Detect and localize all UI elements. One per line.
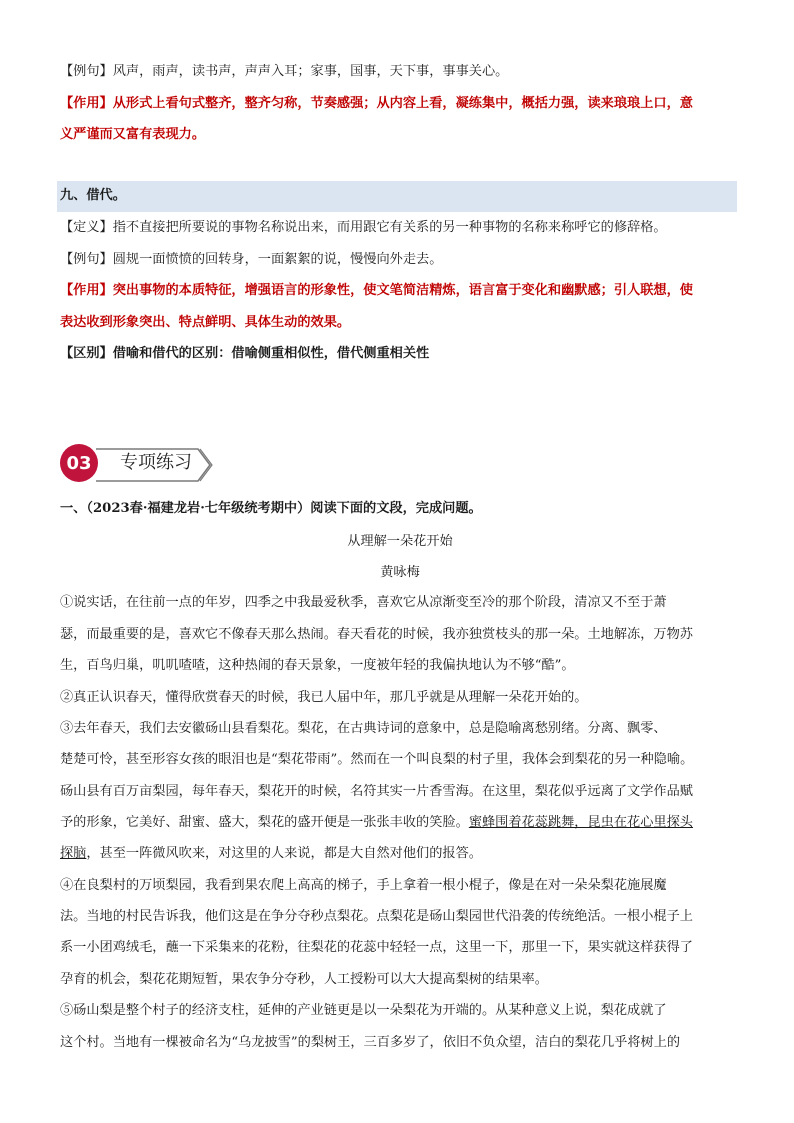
- paragraph-text: ，甚至一阵微风吹来，对这里的人来说，都是大自然对他们的报答。: [86, 846, 482, 861]
- effect-line: 义严谨而又富有表现力。: [60, 127, 206, 142]
- paragraph-line: ⑤砀山梨是整个村子的经济支柱，延伸的产业链更是以一朵梨花为开端的。从某种意义上说，梨花成就了: [60, 1003, 667, 1018]
- section-heading: 九、借代。: [60, 188, 126, 203]
- section-title: 专项练习: [120, 452, 192, 473]
- paragraph-line: 系一小团鸡绒毛，蘸一下采集来的花粉，往梨花的花蕊中轻轻一点，这里一下，那里一下，果实就这样获得了: [60, 940, 693, 955]
- article-author: 黄咏梅: [380, 565, 420, 580]
- question-intro: 一、（2023春·福建龙岩·七年级统考期中）阅读下面的文段，完成问题。: [60, 501, 482, 516]
- paragraph-line: ③去年春天，我们去安徽砀山县看梨花。梨花，在古典诗词的意象中，总是隐喻离愁别绪。分离、飘零、: [60, 721, 667, 736]
- paragraph-line: 砀山县有百万亩梨园，每年春天，梨花开的时候，名符其实一片香雪海。在这里，梨花似乎远离了文学作品赋: [60, 784, 693, 799]
- underlined-sentence: 探脑: [60, 846, 87, 861]
- paragraph-line: 孕育的机会，梨花花期短暂，果农争分夺秒，人工授粉可以大大提高梨树的结果率。: [60, 972, 548, 987]
- paragraph-text: 予的形象，它美好、甜蜜、盛大，梨花的盛开便是一张张丰收的笑脸。: [60, 815, 469, 830]
- article-title: 从理解一朵花开始: [347, 534, 453, 549]
- section-number: 03: [60, 444, 98, 482]
- paragraph-line: 法。当地的村民告诉我，他们这是在争分夺秒点梨花。点梨花是砀山梨园世代沿袭的传统绝活。一根小棍子上: [60, 909, 693, 924]
- effect-line: 【作用】突出事物的本质特征，增强语言的形象性，使文笔简洁精炼，语言富于变化和幽默感；引人联想，使: [60, 283, 693, 298]
- paragraph-line: [60, 844, 740, 864]
- paragraph-line: ②真正认识春天，懂得欣赏春天的时候，我已人届中年，那几乎就是从理解一朵花开始的。: [60, 690, 588, 705]
- paragraph-line: [60, 813, 740, 833]
- paragraph-line: ④在良梨村的万顷梨园，我看到果农爬上高高的梯子，手上拿着一根小棍子，像是在对一朵朵梨花施展魔: [60, 878, 667, 893]
- underlined-sentence: 蜜蜂围着花蕊跳舞，昆虫在花心里探头: [468, 815, 693, 830]
- effect-line: 表达收到形象突出、特点鲜明、具体生动的效果。: [60, 315, 351, 330]
- paragraph-line: 瑟，而最重要的是，喜欢它不像春天那么热闹。春天看花的时候，我亦独赏枝头的那一朵。土地解冻，万物苏: [60, 627, 693, 642]
- difference-line: 【区别】借喻和借代的区别：借喻侧重相似性，借代侧重相关性: [60, 346, 430, 361]
- paragraph-line: ①说实话，在往前一点的年岁，四季之中我最爱秋季，喜欢它从凉渐变至冷的那个阶段，清凉又不至于萧: [60, 595, 667, 610]
- definition-line: 【定义】指不直接把所要说的事物名称说出来，而用跟它有关系的另一种事物的名称来称呼它的修辞格。: [60, 220, 667, 235]
- paragraph-line: 楚楚可怜，甚至形容女孩的眼泪也是“梨花带雨”。然而在一个叫良梨的村子里，我体会到梨花的另一种隐喻。: [60, 752, 694, 767]
- paragraph-line: 生，百鸟归巢，叽叽喳喳，这种热闹的春天景象，一度被年轻的我偏执地认为不够“酷”。: [60, 658, 575, 673]
- example-sentence-line: 【例句】圆规一面愤愤的回转身，一面絮絮的说，慢慢向外走去。: [60, 252, 443, 267]
- paragraph-line: 这个村。当地有一棵被命名为“乌龙披雪”的梨树王，三百多岁了，依旧不负众望，洁白的梨花几乎将树上的: [60, 1035, 681, 1050]
- section-badge: [60, 444, 220, 486]
- effect-line: 【作用】从形式上看句式整齐，整齐匀称，节奏感强；从内容上看，凝练集中，概括力强，读来琅琅上口，意: [60, 96, 693, 111]
- example-sentence-line: 【例句】风声，雨声，读书声，声声入耳；家事，国事，天下事，事事关心。: [60, 64, 509, 79]
